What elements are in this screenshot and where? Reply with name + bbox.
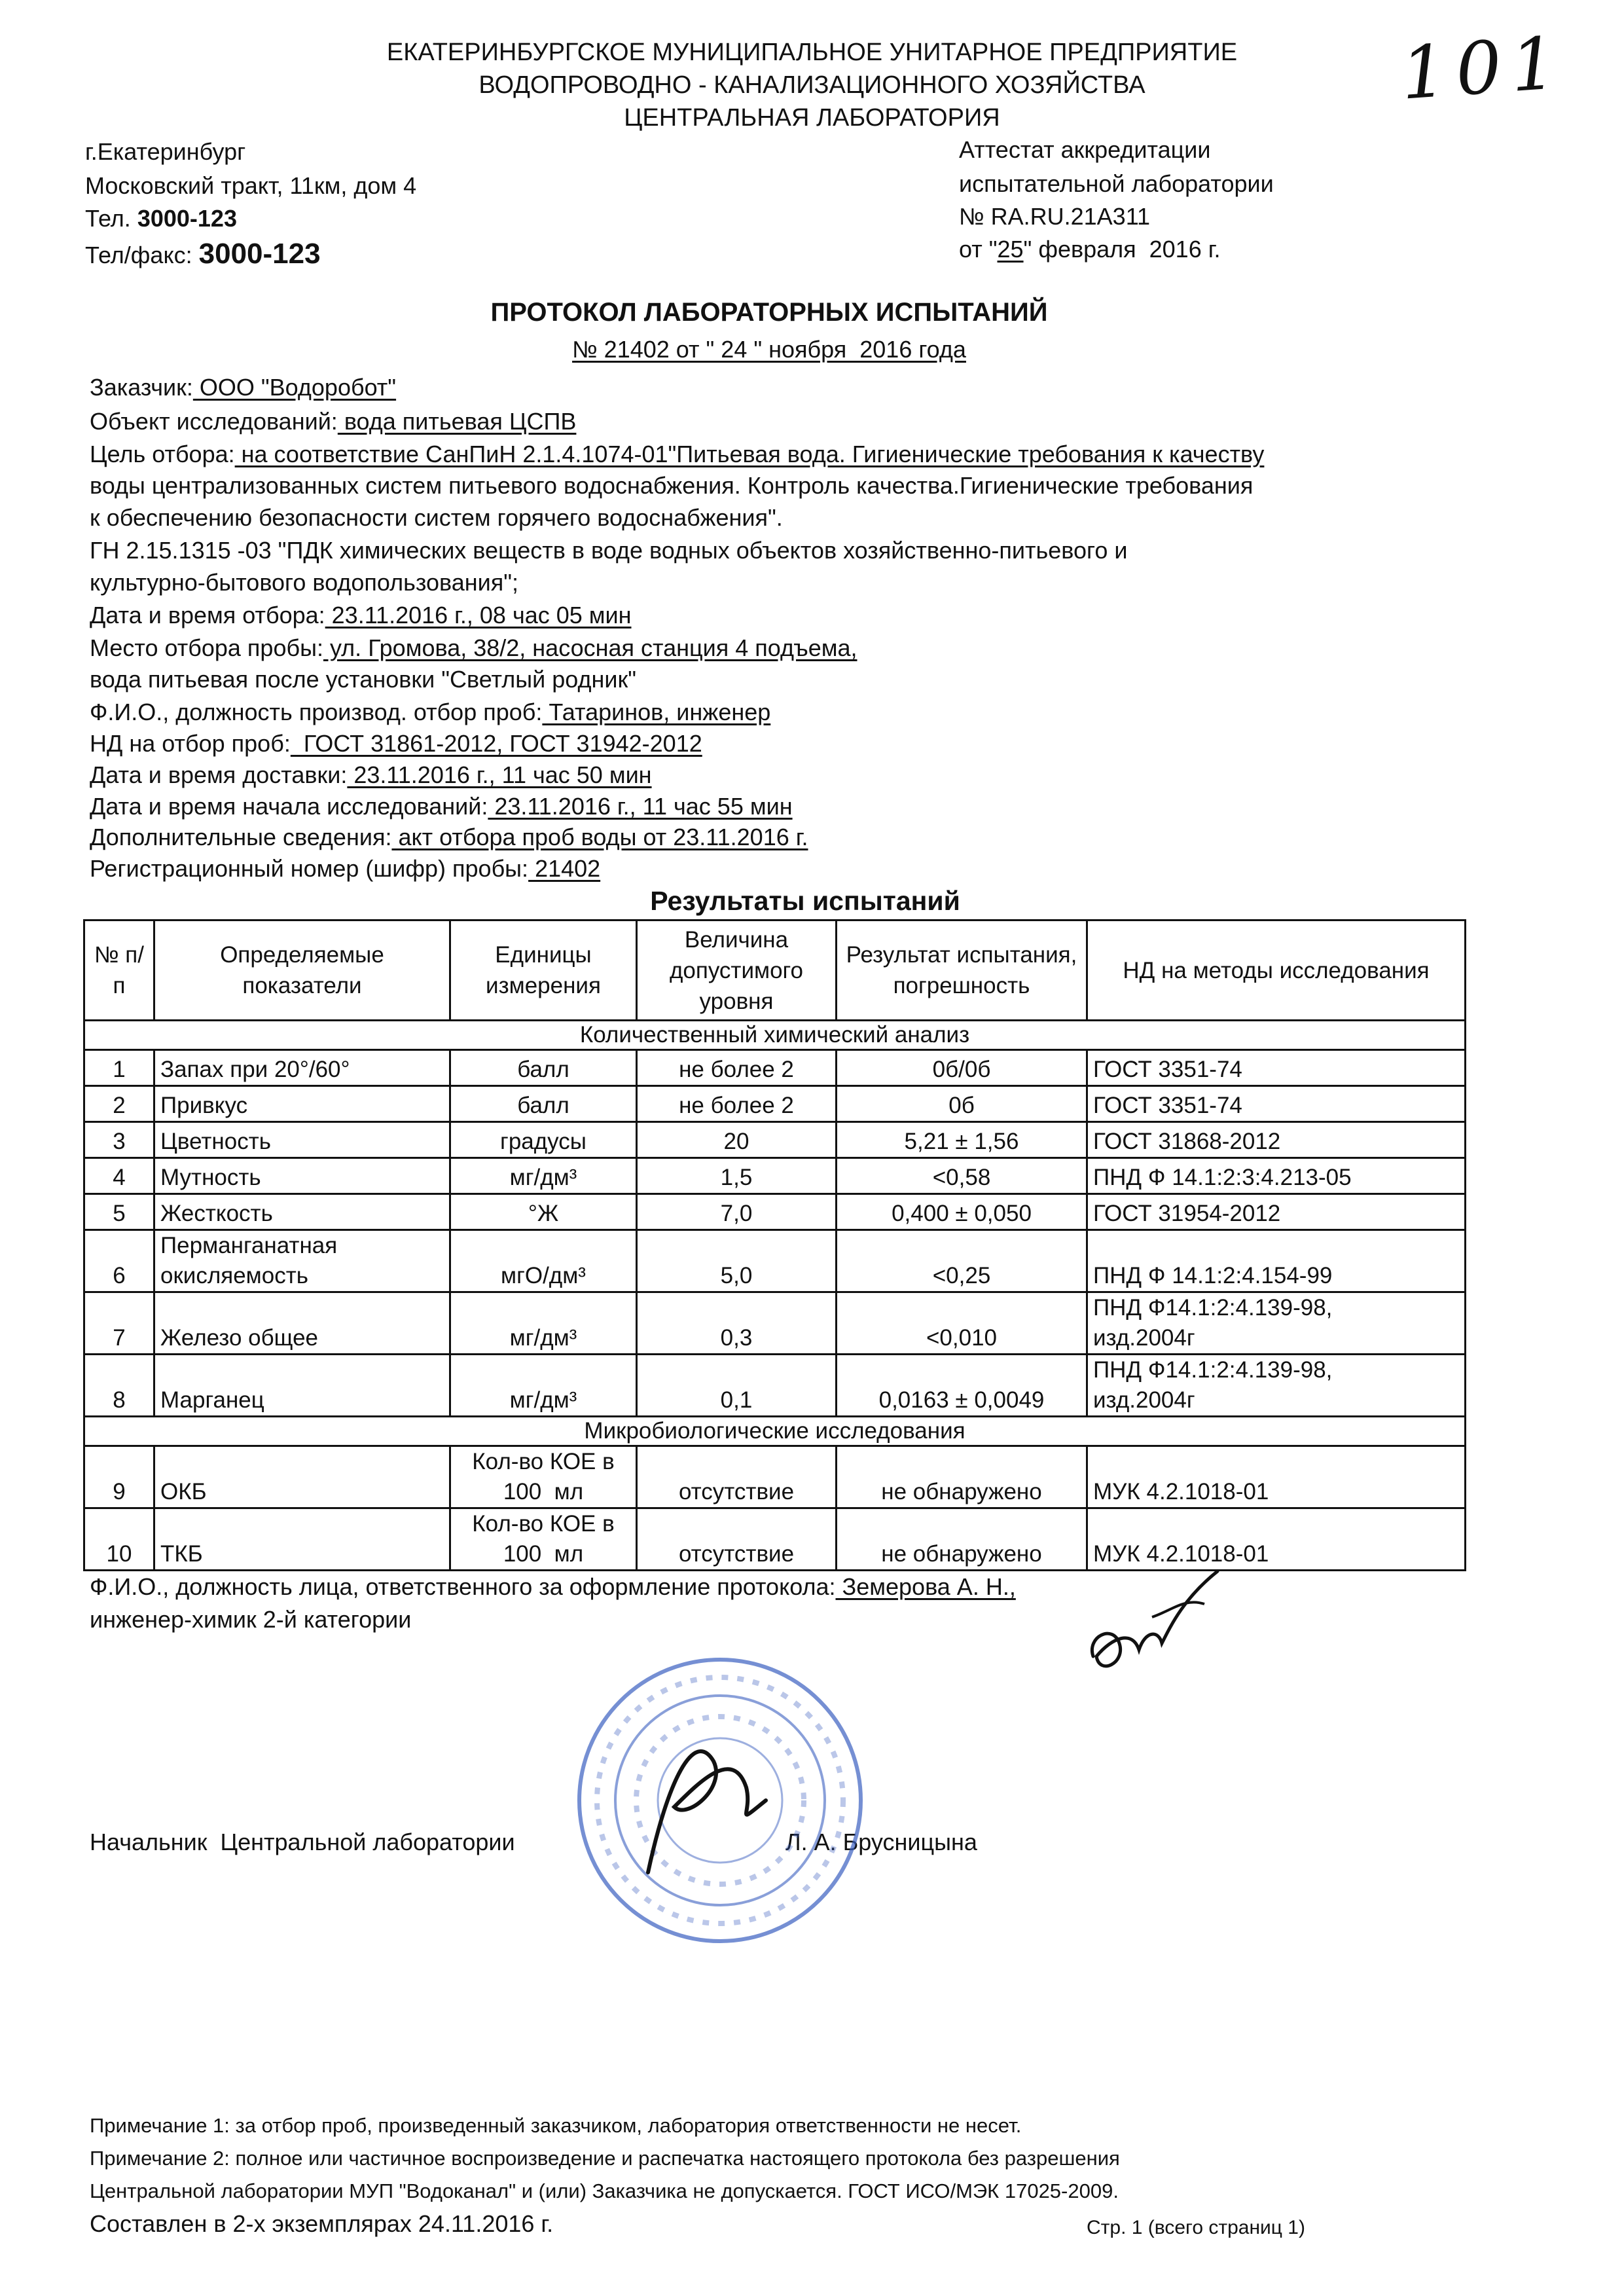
responsible-position: инженер-химик 2-й категории: [90, 1606, 412, 1633]
address-street: Московский тракт, 11км, дом 4: [85, 172, 417, 199]
purpose-field: [90, 439, 1264, 470]
row-limit: 5,0: [637, 1230, 837, 1292]
row-limit: 20: [637, 1122, 837, 1158]
accreditation-line2: испытательной лаборатории: [959, 170, 1274, 197]
row-indicator: ТКБ: [154, 1508, 450, 1571]
sample-datetime-label: Дата и время отбора:: [90, 602, 325, 629]
row-indicator: Запах при 20°/60°: [154, 1050, 450, 1086]
org-name-line1: ЕКАТЕРИНБУРГСКОЕ МУНИЦИПАЛЬНОЕ УНИТАРНОЕ ПРЕДПРИЯТИЕ: [386, 39, 1238, 66]
row-number: 4: [84, 1158, 154, 1194]
sample-place-line1: ул. Громова, 38/2, насосная станция 4 подъема,: [323, 634, 857, 661]
accreditation-date: [959, 234, 1220, 265]
object-value: вода питьевая ЦСПВ: [337, 408, 577, 435]
row-unit-line2: 100 мл: [503, 1541, 584, 1567]
row-limit: не более 2: [637, 1086, 837, 1122]
sampler-field: [90, 697, 770, 728]
row-unit: °Ж: [450, 1194, 637, 1230]
sample-datetime-value: 23.11.2016 г., 08 час 05 мин: [325, 602, 632, 629]
sample-place-field: [90, 632, 857, 664]
delivery-value: 23.11.2016 г., 11 час 50 мин: [347, 761, 652, 788]
address-fax: [85, 238, 321, 271]
delivery-field: [90, 759, 652, 791]
nd-label: НД на отбор проб:: [90, 730, 291, 757]
responsible-field: [90, 1571, 1016, 1603]
row-result: не обнаружено: [837, 1508, 1087, 1571]
row-result: 0б: [837, 1086, 1087, 1122]
nd-value: ГОСТ 31861-2012, ГОСТ 31942-2012: [290, 730, 702, 757]
row-method: ПНД Ф 14.1:2:3:4.213-05: [1087, 1158, 1466, 1194]
purpose-line1: на соответствие СанПиН 2.1.4.1074-01"Питьевая вода. Гигиенические требования к качеству: [234, 441, 1265, 467]
row-number: 5: [84, 1194, 154, 1230]
table-row: [84, 1086, 1466, 1122]
row-limit: не более 2: [637, 1050, 837, 1086]
accreditation-line1: Аттестат аккредитации: [959, 136, 1211, 163]
extra-field: [90, 822, 808, 853]
customer-field: [90, 372, 396, 403]
accreditation-number: № RA.RU.21А311: [959, 203, 1151, 230]
row-limit: отсутствие: [637, 1446, 837, 1508]
org-name-line2: ВОДОПРОВОДНО - КАНАЛИЗАЦИОННОГО ХОЗЯЙСТВА: [478, 71, 1146, 99]
row-unit: мг/дм³: [450, 1292, 637, 1355]
table-row: [84, 1508, 1466, 1571]
reg-field: [90, 853, 600, 884]
purpose-line4: ГН 2.15.1315 -03 "ПДК химических веществ в воде водных объектов хозяйственно-питьевого и: [90, 537, 1128, 564]
object-label: Объект исследований:: [90, 408, 338, 435]
row-method: ГОСТ 3351-74: [1087, 1086, 1466, 1122]
table-row: [84, 1122, 1466, 1158]
col-header-unit: Единицы измерения: [450, 920, 637, 1021]
row-indicator: Цветность: [154, 1122, 450, 1158]
purpose-line5: культурно-бытового водопользования";: [90, 569, 519, 596]
address-city: г.Екатеринбург: [85, 138, 246, 165]
col-header-indicator: Определяемые показатели: [154, 920, 450, 1021]
row-number: 8: [84, 1355, 154, 1417]
responsible-label: Ф.И.О., должность лица, ответственного за оформление протокола:: [90, 1573, 836, 1600]
row-indicator: Привкус: [154, 1086, 450, 1122]
customer-label: Заказчик:: [90, 374, 193, 401]
table-row: [84, 1230, 1466, 1292]
row-indicator: Мутность: [154, 1158, 450, 1194]
row-method: ГОСТ 3351-74: [1087, 1050, 1466, 1086]
row-limit: отсутствие: [637, 1508, 837, 1571]
row-method: МУК 4.2.1018-01: [1087, 1446, 1466, 1508]
row-number: 1: [84, 1050, 154, 1086]
row-unit: балл: [450, 1050, 637, 1086]
row-unit: мг/дм³: [450, 1158, 637, 1194]
start-label: Дата и время начала исследований:: [90, 793, 488, 820]
official-stamp: [569, 1650, 871, 1951]
row-unit-line2: 100 мл: [503, 1479, 584, 1504]
note-1: Примечание 1: за отбор проб, произведенный заказчиком, лаборатория ответственности не несет.: [90, 2114, 1022, 2137]
row-method: ПНД Ф 14.1:2:4.154-99: [1087, 1230, 1466, 1292]
row-method: ГОСТ 31954-2012: [1087, 1194, 1466, 1230]
row-indicator: Железо общее: [154, 1292, 450, 1355]
table-row: [84, 1194, 1466, 1230]
accreditation-date-day: 25: [997, 236, 1024, 263]
reg-value: 21402: [528, 855, 601, 882]
head-label: Начальник Центральной лаборатории: [90, 1829, 515, 1855]
protocol-number: № 21402 от " 24 " ноября 2016 года: [572, 336, 966, 363]
row-number: 3: [84, 1122, 154, 1158]
head-name: Л. А. Брусницына: [785, 1829, 977, 1855]
row-result: <0,25: [837, 1230, 1087, 1292]
row-number: 9: [84, 1446, 154, 1508]
row-indicator: ОКБ: [154, 1446, 450, 1508]
row-limit: 0,3: [637, 1292, 837, 1355]
nd-field: [90, 728, 702, 759]
address-phone: [85, 203, 237, 234]
row-result: 0,400 ± 0,050: [837, 1194, 1087, 1230]
sample-place-line2: вода питьевая после установки "Светлый родник": [90, 666, 637, 693]
row-unit-line1: Кол-во КОЕ в: [472, 1511, 615, 1537]
purpose-line2: воды централизованных систем питьевого водоснабжения. Контроль качества.Гигиенические требования: [90, 472, 1254, 499]
col-header-number: № п/п: [84, 920, 154, 1021]
copies-note: Составлен в 2-х экземплярах 24.11.2016 г.: [90, 2210, 554, 2237]
section-chemical: Количественный химический анализ: [84, 1021, 1466, 1050]
table-row: [84, 1292, 1466, 1355]
note-2b: Центральной лаборатории МУП "Водоканал" и (или) Заказчика не допускается. ГОСТ ИСО/МЭК 17025-2009.: [90, 2179, 1119, 2202]
col-header-method: НД на методы исследования: [1087, 920, 1466, 1021]
start-field: [90, 791, 793, 822]
extra-label: Дополнительные сведения:: [90, 824, 392, 850]
row-unit: мг/дм³: [450, 1355, 637, 1417]
col-header-result: Результат испытания, погрешность: [837, 920, 1087, 1021]
row-limit: 0,1: [637, 1355, 837, 1417]
row-result: 5,21 ± 1,56: [837, 1122, 1087, 1158]
accreditation-date-suffix: " февраля 2016 г.: [1023, 236, 1221, 263]
row-number: 10: [84, 1508, 154, 1571]
row-indicator-line1: Перманганатная: [160, 1233, 338, 1258]
extra-value: акт отбора проб воды от 23.11.2016 г.: [391, 824, 808, 850]
row-unit: [450, 1508, 637, 1571]
row-result: <0,010: [837, 1292, 1087, 1355]
section-microbiology: Микробиологические исследования: [84, 1417, 1466, 1446]
row-result: 0б/0б: [837, 1050, 1087, 1086]
reg-label: Регистрационный номер (шифр) пробы:: [90, 855, 529, 882]
phone-number: 3000-123: [137, 205, 237, 232]
table-header-row: [84, 920, 1466, 1021]
row-method-line1: ПНД Ф14.1:2:4.139-98,: [1093, 1357, 1333, 1383]
row-unit-line1: Кол-во КОЕ в: [472, 1449, 615, 1474]
note-2a: Примечание 2: полное или частичное воспроизведение и распечатка настоящего протокола без разрешения: [90, 2147, 1120, 2170]
row-method-line1: ПНД Ф14.1:2:4.139-98,: [1093, 1295, 1333, 1321]
sample-datetime-field: [90, 600, 632, 631]
row-result: не обнаружено: [837, 1446, 1087, 1508]
row-number: 6: [84, 1230, 154, 1292]
row-method: МУК 4.2.1018-01: [1087, 1508, 1466, 1571]
delivery-label: Дата и время доставки:: [90, 761, 348, 788]
row-indicator: Жесткость: [154, 1194, 450, 1230]
row-method-line2: изд.2004г: [1093, 1325, 1195, 1351]
row-indicator: Марганец: [154, 1355, 450, 1417]
row-indicator-line2: окисляемость: [160, 1263, 308, 1288]
sampler-value: Татаринов, инженер: [542, 699, 771, 725]
accreditation-date-prefix: от ": [959, 236, 998, 263]
purpose-label: Цель отбора:: [90, 441, 235, 467]
page-count: Стр. 1 (всего страниц 1): [1087, 2217, 1305, 2238]
phone-label: Тел.: [85, 205, 131, 232]
object-field: [90, 406, 576, 437]
row-method: [1087, 1355, 1466, 1417]
col-header-limit: Величина допустимого уровня: [637, 920, 837, 1021]
row-unit: градусы: [450, 1122, 637, 1158]
org-name-line3: ЦЕНТРАЛЬНАЯ ЛАБОРАТОРИЯ: [624, 104, 1000, 132]
table-row: [84, 1446, 1466, 1508]
sample-place-label: Место отбора пробы:: [90, 634, 323, 661]
row-method: [1087, 1292, 1466, 1355]
row-method: ГОСТ 31868-2012: [1087, 1122, 1466, 1158]
purpose-line3: к обеспечению безопасности систем горячего водоснабжения".: [90, 504, 783, 531]
fax-number: 3000-123: [198, 238, 321, 270]
results-title: Результаты испытаний: [650, 886, 960, 916]
row-unit: балл: [450, 1086, 637, 1122]
table-row: [84, 1158, 1466, 1194]
row-result: <0,58: [837, 1158, 1087, 1194]
start-value: 23.11.2016 г., 11 час 55 мин: [488, 793, 793, 820]
customer-value: ООО "Водоробот": [192, 374, 397, 401]
responsible-name: Земерова А. Н.,: [835, 1573, 1016, 1600]
table-row: [84, 1050, 1466, 1086]
fax-label: Тел/факс:: [85, 242, 192, 268]
results-table: [83, 919, 1466, 1571]
sampler-label: Ф.И.О., должность производ. отбор проб:: [90, 699, 543, 725]
row-number: 7: [84, 1292, 154, 1355]
handwritten-page-number: 101: [1398, 20, 1569, 116]
row-method-line2: изд.2004г: [1093, 1387, 1195, 1413]
row-unit: мгО/дм³: [450, 1230, 637, 1292]
responsible-signature: [1074, 1558, 1244, 1689]
row-indicator: [154, 1230, 450, 1292]
row-unit: [450, 1446, 637, 1508]
row-limit: 1,5: [637, 1158, 837, 1194]
protocol-title: ПРОТОКОЛ ЛАБОРАТОРНЫХ ИСПЫТАНИЙ: [490, 298, 1048, 327]
row-result: 0,0163 ± 0,0049: [837, 1355, 1087, 1417]
table-row: [84, 1355, 1466, 1417]
row-number: 2: [84, 1086, 154, 1122]
row-limit: 7,0: [637, 1194, 837, 1230]
